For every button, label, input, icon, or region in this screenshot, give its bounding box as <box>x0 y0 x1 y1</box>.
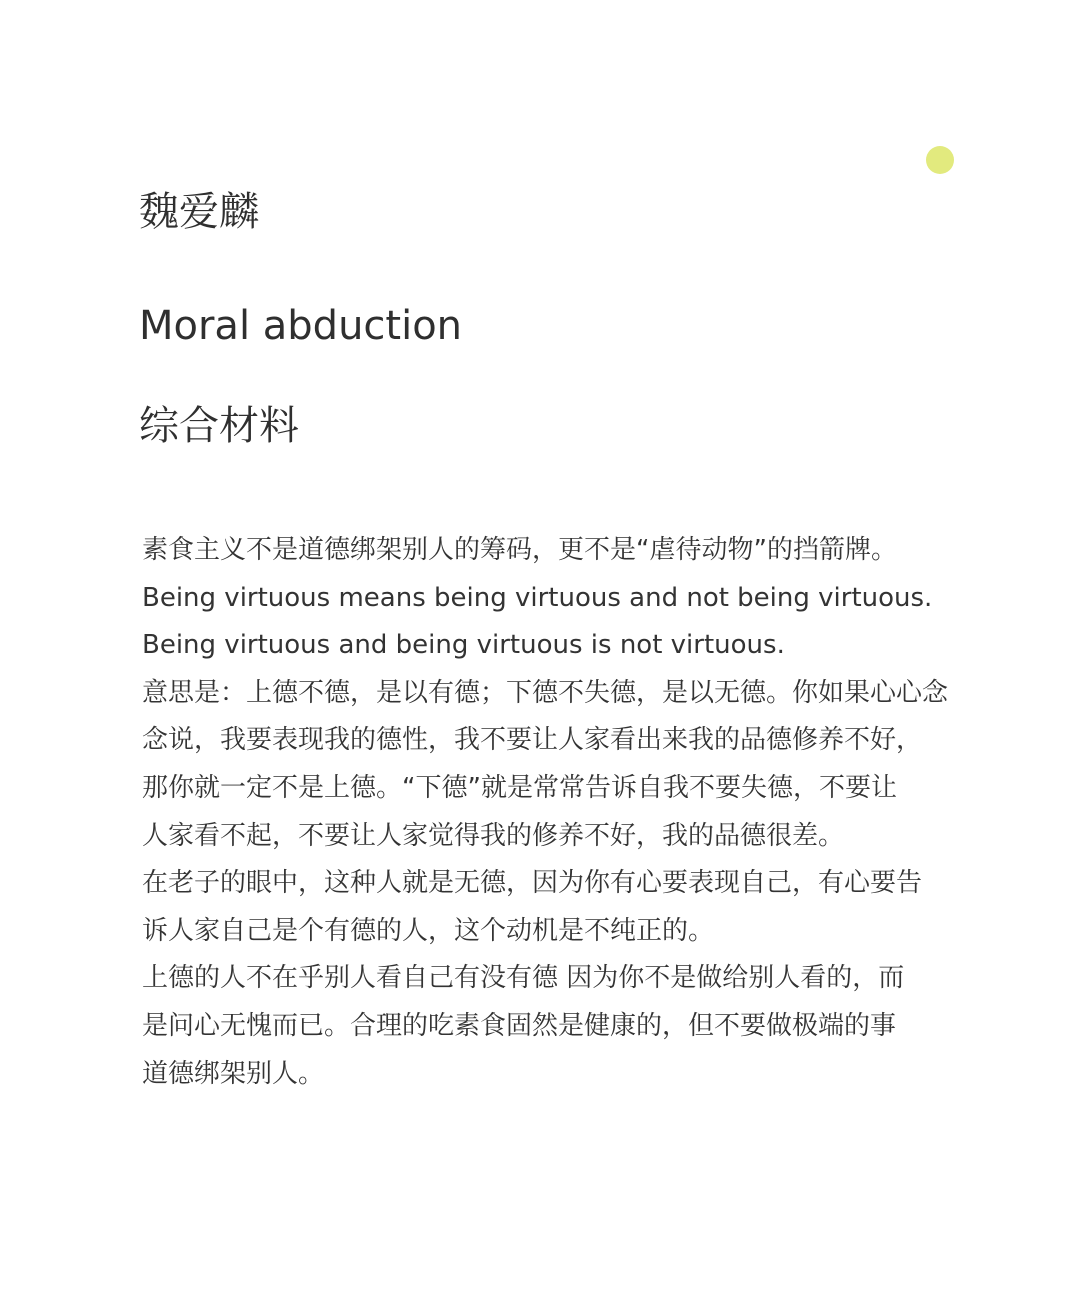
description-line: Being virtuous and being virtuous is not virtuous. <box>142 630 785 661</box>
artwork-description <box>142 527 949 1098</box>
accent-dot <box>926 146 954 174</box>
artwork-title: Moral abduction <box>139 303 463 349</box>
description-line: Being virtuous means being virtuous and not being virtuous. <box>142 582 933 613</box>
description-line: 那你就一定不是上德。“下德”就是常常告诉自我不要失德，不要让 <box>142 772 897 803</box>
description-line: 人家看不起，不要让人家觉得我的修养不好，我的品德很差。 <box>142 820 845 851</box>
description-line: 念说，我要表现我的德性，我不要让人家看出来我的品德修养不好， <box>142 725 923 756</box>
description-line: 是问心无愧而已。合理的吃素食固然是健康的，但不要做极端的事 <box>142 1010 897 1041</box>
author-name: 魏爱麟 <box>139 189 259 235</box>
description-line: 上德的人不在乎别人看自己有没有德 因为你不是做给别人看的，而 <box>142 963 905 994</box>
description-line: 诉人家自己是个有德的人，这个动机是不纯正的。 <box>142 915 715 946</box>
description-line: 素食主义不是道德绑架别人的筹码，更不是“虐待动物”的挡箭牌。 <box>142 535 897 565</box>
description-line: 意思是：上德不德，是以有德；下德不失德，是以无德。你如果心心念 <box>142 677 949 708</box>
artwork-medium: 综合材料 <box>139 403 299 449</box>
description-line: 在老子的眼中，这种人就是无德，因为你有心要表现自己，有心要告 <box>142 868 923 899</box>
description-line: 道德绑架别人。 <box>142 1058 325 1089</box>
